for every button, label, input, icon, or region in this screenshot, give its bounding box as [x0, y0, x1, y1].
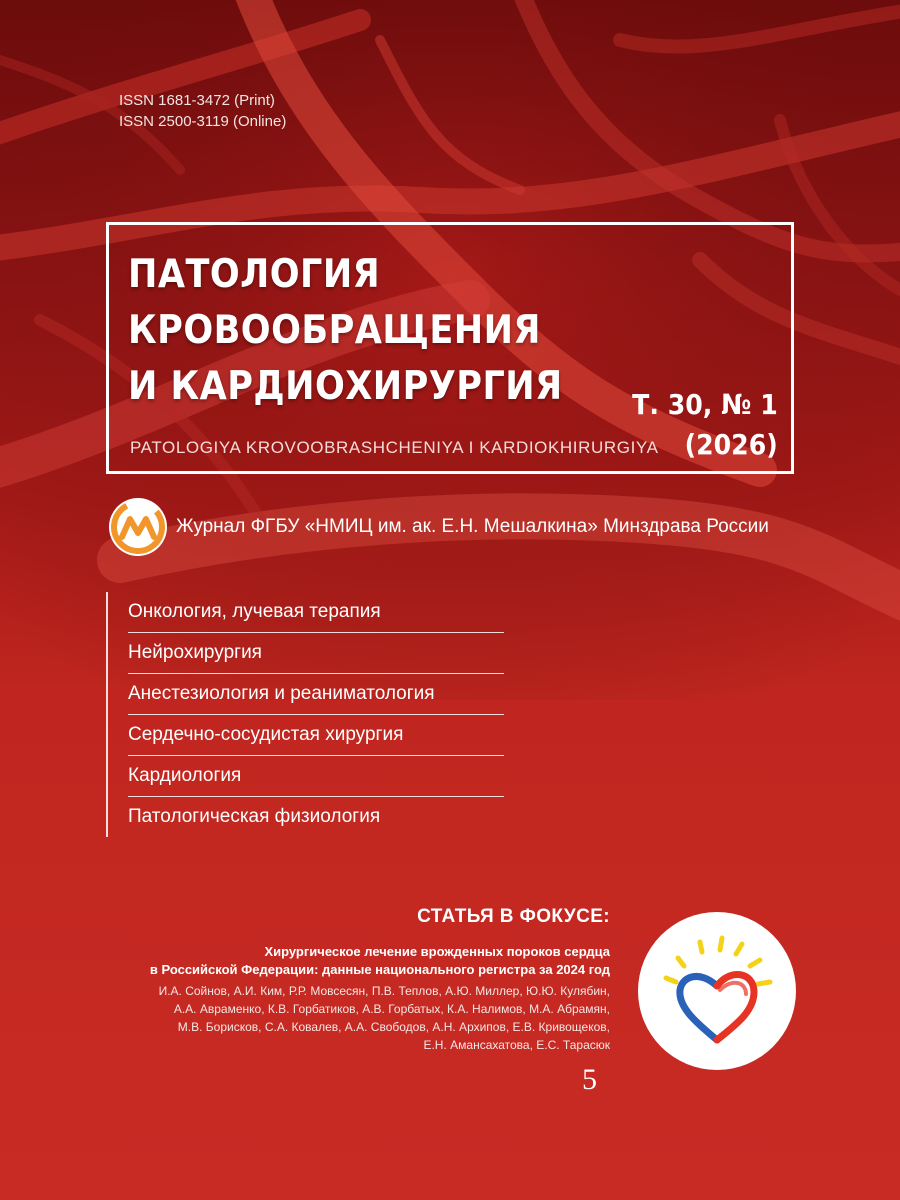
authors-line: М.В. Борисков, С.А. Ковалев, А.А. Свободов, А.Н. Архипов, Е.В. Кривощеков, — [177, 1020, 610, 1034]
issn-online: ISSN 2500-3119 (Online) — [119, 113, 287, 130]
focus-page-number: 5 — [582, 1063, 597, 1096]
heart-icon — [638, 912, 796, 1070]
volume-number: Т. 30, № 1 — [632, 388, 778, 421]
journal-title-line: ПАТОЛОГИЯ — [128, 252, 381, 297]
focus-title-line: в Российской Федерации: данные национального регистра за 2024 год — [149, 962, 610, 977]
focus-article-title — [150, 943, 610, 979]
issn-print: ISSN 1681-3472 (Print) — [119, 92, 275, 109]
section-item: Онкология, лучевая терапия — [128, 601, 381, 622]
sections-list — [106, 592, 504, 837]
focus-heading: СТАТЬЯ В ФОКУСЕ: — [417, 906, 610, 927]
focus-authors — [159, 982, 610, 1054]
section-item: Кардиология — [128, 755, 504, 796]
meshalkin-logo-icon — [108, 497, 168, 557]
volume-issue — [632, 385, 778, 465]
section-item: Патологическая физиология — [128, 796, 504, 837]
authors-line: Е.Н. Амансахатова, Е.С. Тарасюк — [423, 1038, 610, 1052]
focus-title-line: Хирургическое лечение врожденных пороков сердца — [264, 944, 610, 959]
journal-title-line: И КАРДИОХИРУРГИЯ — [128, 364, 563, 409]
journal-transliteration: PATOLOGIYA KROVOOBRASHCHENIYA I KARDIOKHIRURGIYA — [130, 438, 659, 457]
journal-title-line: КРОВООБРАЩЕНИЯ — [128, 308, 541, 353]
authors-line: А.А. Авраменко, К.В. Горбатиков, А.В. Горбатых, К.А. Налимов, М.А. Абрамян, — [173, 1002, 610, 1016]
issue-year: (2026) — [684, 428, 778, 461]
authors-line: И.А. Сойнов, А.И. Ким, Р.Р. Мовсесян, П.В. Теплов, А.Ю. Миллер, Ю.Ю. Кулябин, — [158, 984, 610, 998]
section-item: Нейрохирургия — [128, 632, 504, 673]
heart-badge — [638, 912, 796, 1070]
section-item: Анестезиология и реаниматология — [128, 673, 504, 714]
journal-title — [128, 247, 563, 415]
publisher-line: Журнал ФГБУ «НМИЦ им. ак. Е.Н. Мешалкина» Минздрава России — [176, 516, 769, 537]
issn-block — [119, 90, 286, 132]
section-item: Сердечно-сосудистая хирургия — [128, 714, 504, 755]
